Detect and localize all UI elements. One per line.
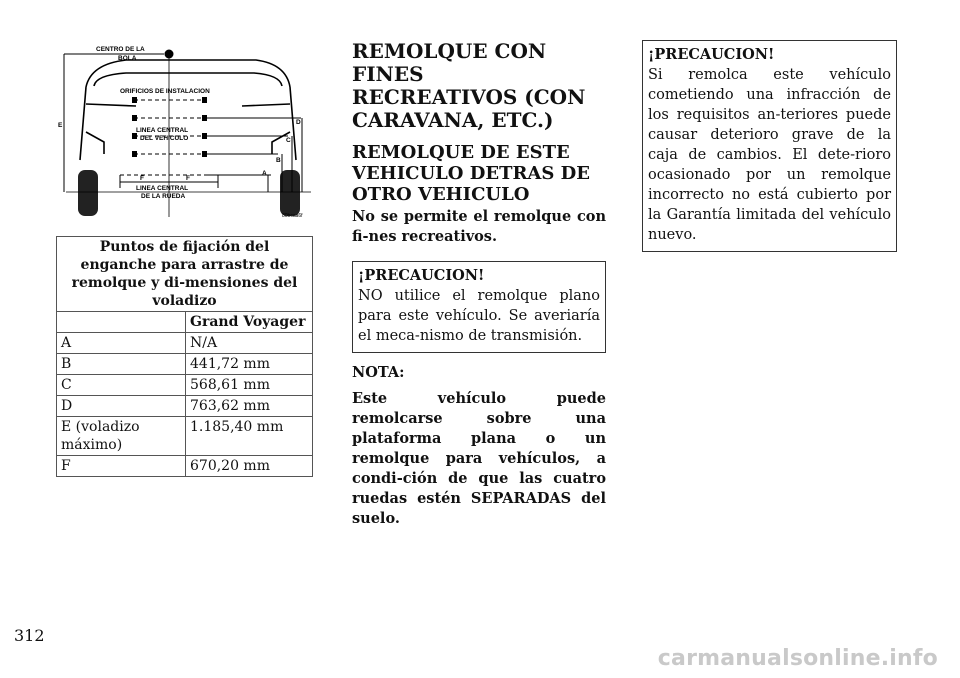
heading-line: OTRO VEHICULO xyxy=(352,184,530,205)
heading-line: RECREATIVOS (CON xyxy=(352,85,586,109)
table-row xyxy=(57,354,313,375)
label-ball-center-2: BOLA xyxy=(118,55,137,62)
table-row xyxy=(57,396,313,417)
row-value: N/A xyxy=(186,333,313,354)
caution-box-transmission xyxy=(642,40,897,252)
label-wheel-center-2: DE LA RUEDA xyxy=(141,193,186,200)
heading-line: VEHICULO DETRAS DE xyxy=(352,163,590,184)
dimension-b-label: B xyxy=(276,157,281,164)
caution-text: NO utilice el remolque plano para este vehículo. Se averiaría el meca-nismo de transmisión. xyxy=(358,288,600,344)
table-row xyxy=(57,417,313,456)
row-value: 568,61 mm xyxy=(186,375,313,396)
right-wheel-icon xyxy=(280,170,300,216)
table-column-header: Grand Voyager xyxy=(186,312,313,333)
caution-title: ¡PRECAUCION! xyxy=(648,46,775,63)
label-vehicle-center: LINEA CENTRAL xyxy=(136,127,189,134)
caution-text: Si remolca este vehículo cometiendo una infracción de los requisitos an-teriores puede causar deterioro grave de la caja de cambios. El dete-rioro ocasionado por un remolque incorrecto no está cubierto por la Garantía limitada del vehículo nuevo. xyxy=(648,67,891,243)
figure-code: 80bcaa6f xyxy=(282,213,303,219)
row-value: 1.185,40 mm xyxy=(186,417,313,456)
row-value: 763,62 mm xyxy=(186,396,313,417)
row-label: C xyxy=(57,375,186,396)
label-vehicle-center-2: DEL VEHICULO xyxy=(140,135,189,142)
page-number: 312 xyxy=(14,626,45,645)
table-header-empty xyxy=(57,312,186,333)
table-title: Puntos de fijación del enganche para arrastre de remolque y di-mensiones del voladizo xyxy=(57,237,313,312)
row-value: 441,72 mm xyxy=(186,354,313,375)
heading-line: REMOLQUE DE ESTE xyxy=(352,142,570,163)
dimension-f-label-right: F xyxy=(186,175,190,182)
dimension-f-label-left: F xyxy=(140,175,144,182)
intro-paragraph: No se permite el remolque con fi-nes recreativos. xyxy=(352,208,606,245)
middle-column xyxy=(352,40,606,529)
caution-box-flat-tow xyxy=(352,261,606,353)
row-value: 670,20 mm xyxy=(186,456,313,477)
bumper-inner-line xyxy=(94,73,282,86)
heading-line: CARAVANA, ETC.) xyxy=(352,108,554,132)
label-wheel-center: LINEA CENTRAL xyxy=(136,185,189,192)
dimension-c-label: C xyxy=(286,137,291,144)
watermark: carmanualsonline.info xyxy=(657,646,938,671)
caution-title: ¡PRECAUCION! xyxy=(358,267,485,284)
label-mounting-holes: ORIFICIOS DE INSTALACION xyxy=(120,88,210,95)
section-heading-towing-behind xyxy=(352,142,606,205)
dimension-d-label: D xyxy=(296,119,301,126)
left-wheel-icon xyxy=(78,170,98,216)
dimension-e-label: E xyxy=(58,122,63,129)
table-row xyxy=(57,333,313,354)
hitch-dimensions-table xyxy=(56,236,313,477)
note-label: NOTA: xyxy=(352,364,405,381)
row-label: F xyxy=(57,456,186,477)
row-label: A xyxy=(57,333,186,354)
row-label: B xyxy=(57,354,186,375)
dimension-a-label: A xyxy=(262,170,267,177)
hitch-dimensions-diagram xyxy=(56,42,318,220)
table-row xyxy=(57,456,313,477)
table-row xyxy=(57,375,313,396)
fascia-lines xyxy=(86,104,290,106)
vehicle-side-left xyxy=(80,87,86,160)
row-label: D xyxy=(57,396,186,417)
section-heading-rv-towing xyxy=(352,40,606,132)
note-text: Este vehículo puede remolcarse sobre una plataforma plana o un remolque para vehículos, a condi-ción de que las cuatro ruedas estén SEPARADAS del suelo. xyxy=(352,390,606,527)
label-ball-center: CENTRO DE LA xyxy=(96,46,145,53)
hitch-ball-icon xyxy=(165,50,174,59)
row-label: E (voladizo máximo) xyxy=(57,417,186,456)
heading-line: REMOLQUE CON FINES xyxy=(352,39,547,86)
